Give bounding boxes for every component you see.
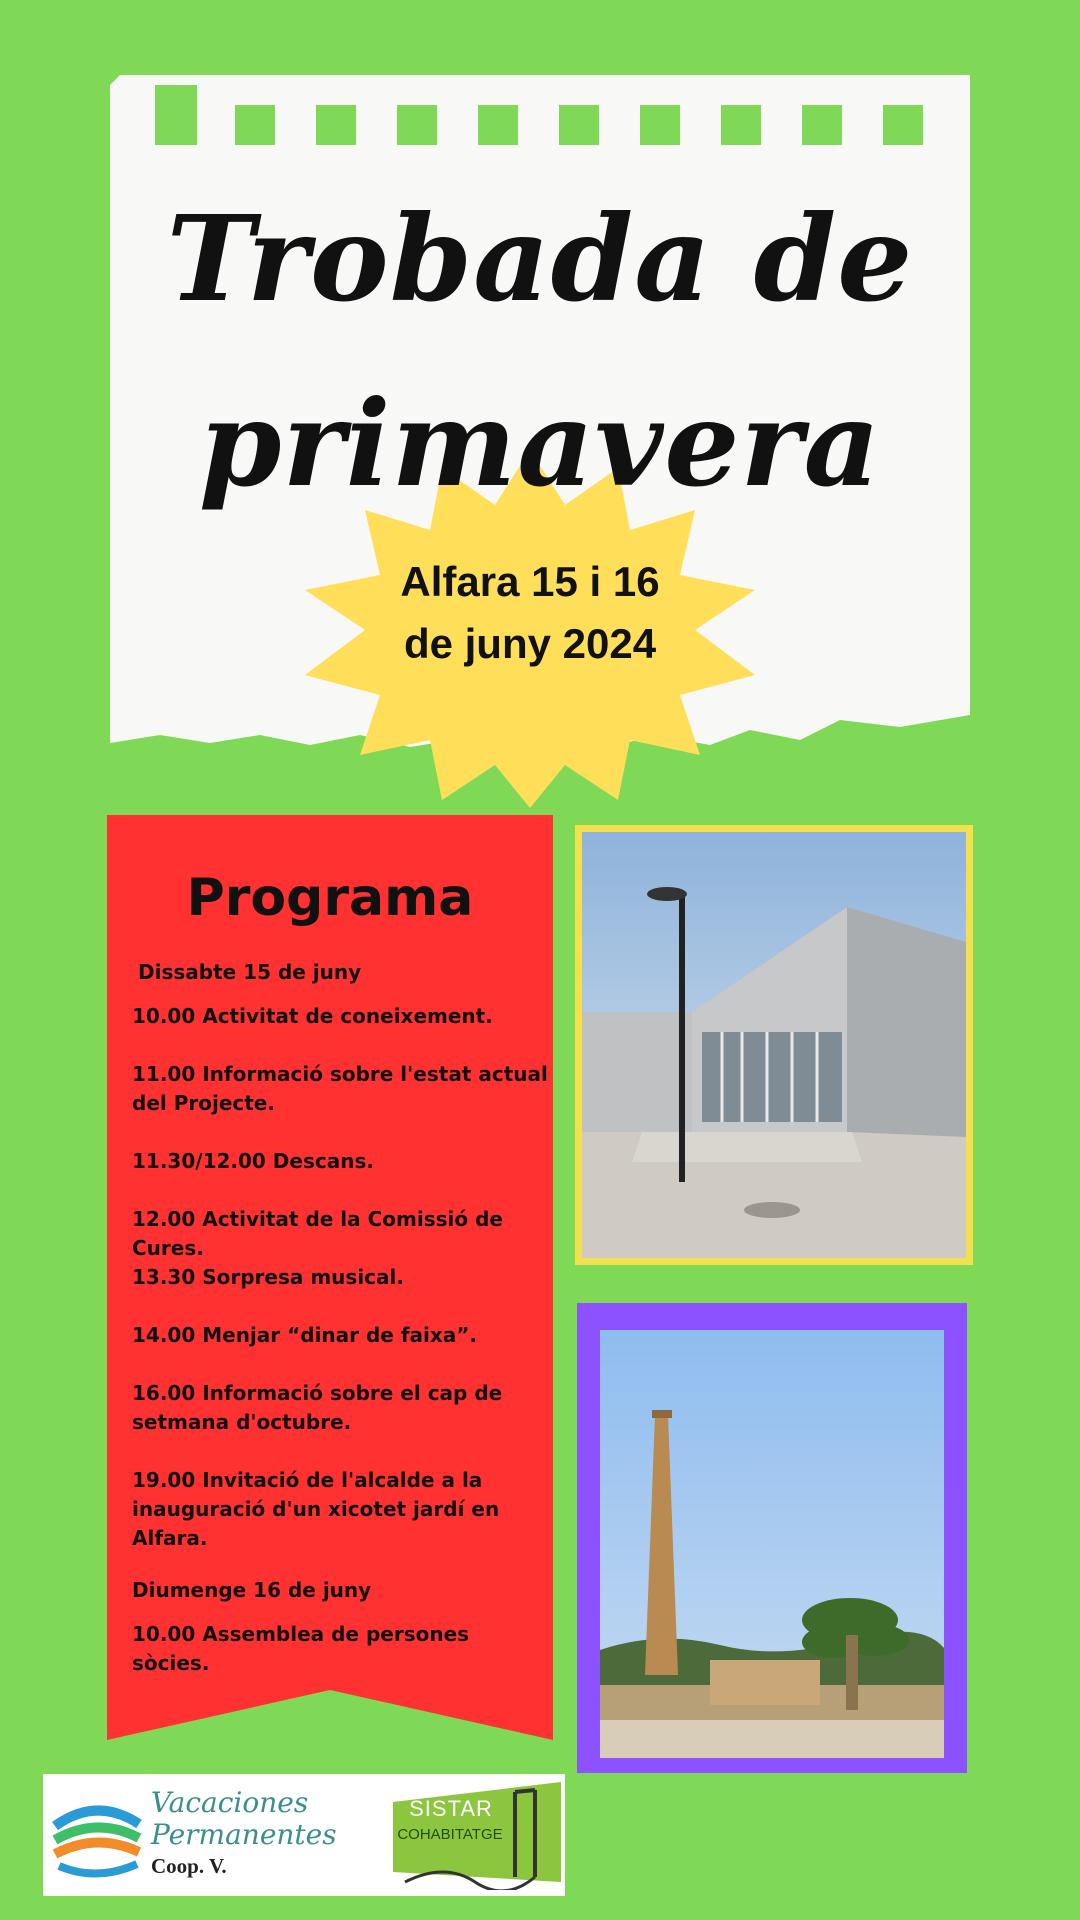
program-day-saturday: Dissabte 15 de juny <box>138 960 362 984</box>
program-item: 11.30/12.00 Descans. <box>132 1149 374 1173</box>
program-item: 14.00 Menjar “dinar de faixa”. <box>132 1323 478 1347</box>
program-item: 11.00 Informació sobre l'estat actual del Projecte. <box>132 1062 548 1115</box>
cohabitatge-logo-text: COHABITATGE <box>397 1826 503 1843</box>
vacaciones-logo-text: Vacaciones <box>151 1786 309 1819</box>
paper-hole <box>883 105 923 145</box>
program-item: 12.00 Activitat de la Comissió de Cures. <box>132 1207 503 1260</box>
paper-torn-corner <box>155 85 197 145</box>
paper-hole <box>640 105 680 145</box>
event-date-line1: Alfara 15 i 16 <box>400 558 660 605</box>
vacaciones-permanentes-logo-icon <box>49 1786 145 1882</box>
event-title-line2: primavera <box>198 374 882 513</box>
sistar-logo-text: SISTAR <box>409 1796 493 1821</box>
paper-hole <box>235 105 275 145</box>
program-item: 10.00 Assemblea de persones sòcies. <box>132 1622 470 1675</box>
program-item: 10.00 Activitat de coneixement. <box>132 1004 493 1028</box>
program-heading: Programa <box>186 868 474 928</box>
paper-hole <box>316 105 356 145</box>
paper-hole <box>802 105 842 145</box>
building-photo <box>582 832 966 1258</box>
sponsor-logos <box>43 1774 565 1896</box>
program-item: 19.00 Invitació de l'alcalde a la inauguració d'un xicotet jardí en Alfara. <box>132 1468 500 1550</box>
permanentes-logo-text: Permanentes <box>151 1818 337 1851</box>
paper-hole <box>721 105 761 145</box>
program-item: 13.30 Sorpresa musical. <box>132 1265 404 1289</box>
paper-hole <box>478 105 518 145</box>
paper-hole <box>559 105 599 145</box>
program-day-sunday: Diumenge 16 de juny <box>132 1578 372 1602</box>
paper-hole <box>397 105 437 145</box>
coop-logo-text: Coop. V. <box>151 1854 227 1878</box>
program-item: 16.00 Informació sobre el cap de setmana d'octubre. <box>132 1381 503 1434</box>
chimney-photo <box>600 1330 944 1758</box>
event-title-line1: Trobada de <box>166 189 914 328</box>
event-date-line2: de juny 2024 <box>403 620 657 667</box>
